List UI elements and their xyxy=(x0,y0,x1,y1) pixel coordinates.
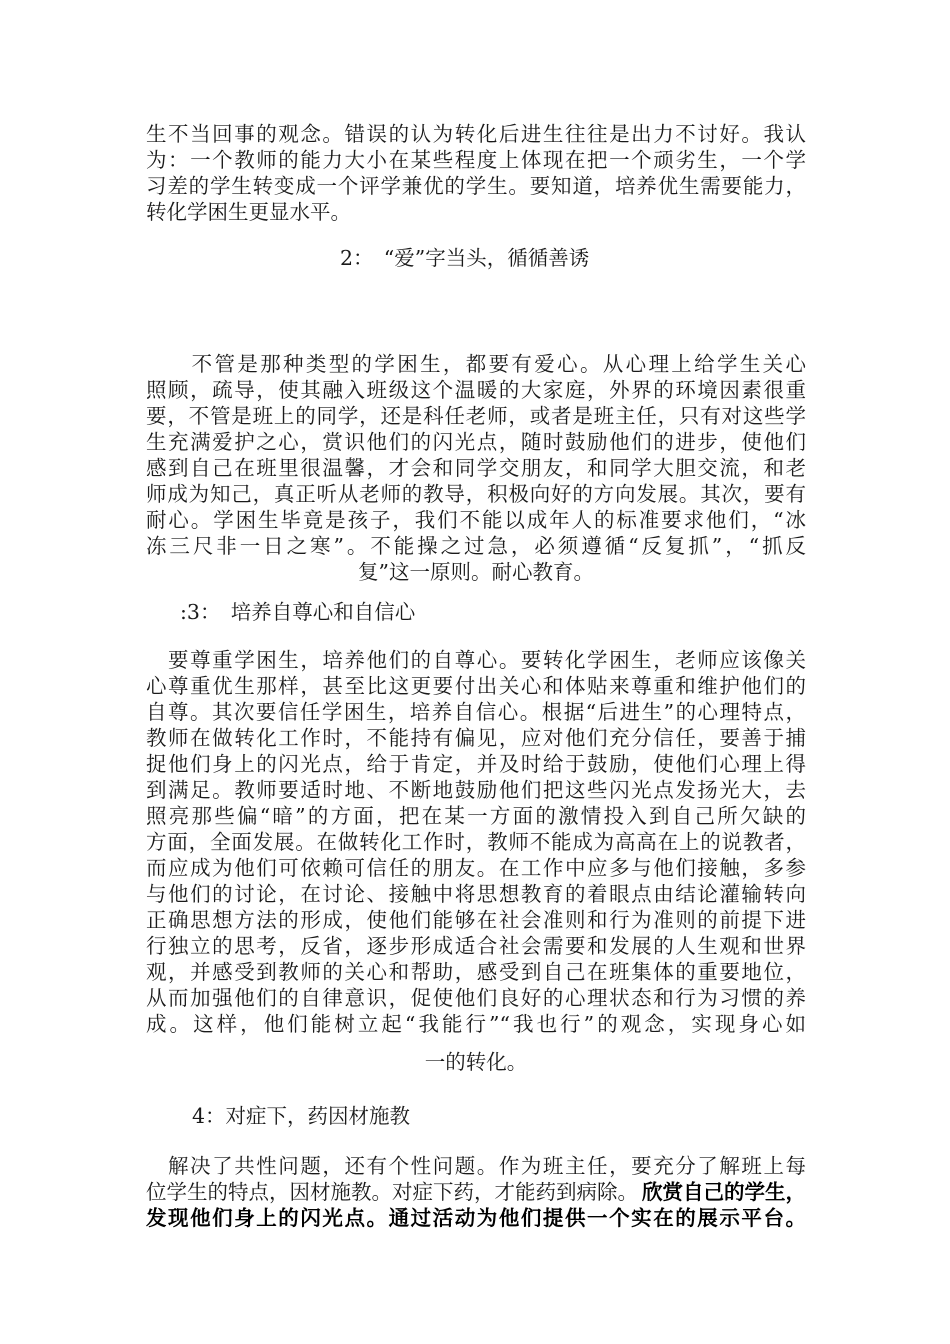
para4-line-2-bold: 欣赏自己的学生， xyxy=(642,1180,806,1204)
para3-line-14: 从而加强他们的自律意识，促使他们良好的心理状态和行为习惯的养 xyxy=(146,986,806,1010)
para2-line-3: 要，不管是班上的同学，还是科任老师，或者是班主任，只有对这些学 xyxy=(146,404,806,428)
para3-line-16: 一的转化。 xyxy=(424,1050,528,1074)
para2-line-7: 耐心。学困生毕竟是孩子，我们不能以成年人的标准要求他们，“冰 xyxy=(146,508,806,532)
para2-line-1: 不管是那种类型的学困生，都要有爱心。从心理上给学生关心 xyxy=(146,352,806,376)
para3-line-8: 方面，全面发展。在做转化工作时，教师不能成为高高在上的说教者， xyxy=(146,830,806,854)
para1-line-1: 生不当回事的观念。错误的认为转化后进生往往是出力不讨好。我认 xyxy=(146,122,806,146)
para2-line-5: 感到自己在班里很温馨，才会和同学交朋友，和同学大胆交流，和老 xyxy=(146,456,806,480)
para3-line-4: 教师在做转化工作时，不能持有偏见，应对他们充分信任，要善于捕 xyxy=(146,726,806,750)
para2-line-4: 生充满爱护之心，赏识他们的闪光点，随时鼓励他们的进步，使他们 xyxy=(146,430,806,454)
para2-line-2: 照顾，疏导，使其融入班级这个温暖的大家庭，外界的环境因素很重 xyxy=(146,378,806,402)
para3-line-6: 到满足。教师要适时地、不断地鼓励他们把这些闪光点发扬光大，去 xyxy=(146,778,806,802)
para3-line-3: 自尊。其次要信任学困生，培养自信心。根据“后进生”的心理特点， xyxy=(146,700,806,724)
para1-line-2: 为：一个教师的能力大小在某些程度上体现在把一个顽劣生，一个学 xyxy=(146,148,806,172)
para4-line-2 xyxy=(146,1180,806,1204)
para2-line-9: 复”这一原则。耐心教育。 xyxy=(358,560,594,584)
para3-line-2: 心尊重优生那样，甚至比这更要付出关心和体贴来尊重和维护他们的 xyxy=(146,674,806,698)
para3-line-13: 观，并感受到教师的关心和帮助，感受到自己在班集体的重要地位， xyxy=(146,960,806,984)
para4-line-3-bold: 发现他们身上的闪光点。通过活动为他们提供一个实在的展示平台。 xyxy=(146,1206,806,1230)
para4-line-2-normal: 位学生的特点，因材施教。对症下药，才能药到病除。 xyxy=(146,1180,638,1204)
section-heading-2: 2： “爱”字当头，循循善诱 xyxy=(340,246,590,270)
para3-line-9: 而应成为他们可依赖可信任的朋友。在工作中应多与他们接触，多参 xyxy=(146,856,806,880)
section-heading-3: :3： 培养自尊心和自信心 xyxy=(180,600,416,624)
section-heading-4: 4：对症下，药因材施教 xyxy=(192,1104,411,1128)
para3-line-1: 要尊重学困生，培养他们的自尊心。要转化学困生，老师应该像关 xyxy=(146,648,806,672)
para3-line-12: 行独立的思考，反省，逐步形成适合社会需要和发展的人生观和世界 xyxy=(146,934,806,958)
para4-line-1: 解决了共性问题，还有个性问题。作为班主任，要充分了解班上每 xyxy=(146,1154,806,1178)
para3-line-7: 照亮那些偏“暗”的方面，把在某一方面的激情投入到自己所欠缺的 xyxy=(146,804,806,828)
para1-line-4: 转化学困生更显水平。 xyxy=(146,200,351,224)
para2-line-8: 冻三尺非一日之寒”。不能操之过急，必须遵循“反复抓”，“抓反 xyxy=(146,534,806,558)
para3-line-15: 成。这样，他们能树立起“我能行”“我也行”的观念，实现身心如 xyxy=(146,1012,806,1036)
para3-line-10: 与他们的讨论，在讨论、接触中将思想教育的着眼点由结论灌输转向 xyxy=(146,882,806,906)
para1-line-3: 习差的学生转变成一个评学兼优的学生。要知道，培养优生需要能力， xyxy=(146,174,806,198)
para3-line-11: 正确思想方法的形成，使他们能够在社会准则和行为准则的前提下进 xyxy=(146,908,806,932)
para2-line-6: 师成为知己，真正听从老师的教导，积极向好的方向发展。其次，要有 xyxy=(146,482,806,506)
para3-line-5: 捉他们身上的闪光点，给于肯定，并及时给于鼓励，使他们心理上得 xyxy=(146,752,806,776)
